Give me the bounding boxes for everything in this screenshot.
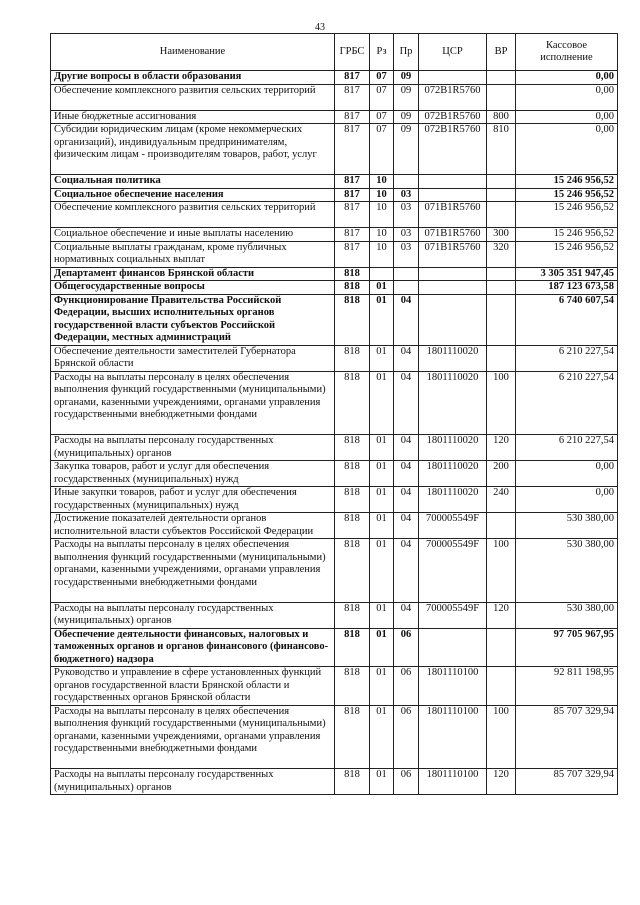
cell-grbs: 818 bbox=[335, 705, 370, 769]
cell-csr: 072B1R5760 bbox=[419, 124, 487, 175]
cell-vr: 120 bbox=[487, 435, 516, 461]
cell-rz: 10 bbox=[370, 202, 394, 228]
cell-name: Социальное обеспечение населения bbox=[51, 188, 335, 202]
cell-name: Функционирование Правительства Российской Федерации, высших исполнительных органов государственной власти субъектов Российской Федерации, местных администраций bbox=[51, 294, 335, 345]
cell-pr bbox=[394, 281, 419, 295]
cell-name: Расходы на выплаты персоналу в целях обеспечения выполнения функций государственными (муниципальными) органами, казенными учреждениями, органами управления государственными внебюджетными фондами bbox=[51, 705, 335, 769]
cell-rz: 07 bbox=[370, 71, 394, 85]
cell-name: Руководство и управление в сфере установленных функций органов государственной власти Брянской области и государственных органов Брянской области bbox=[51, 667, 335, 706]
cell-pr: 04 bbox=[394, 539, 419, 603]
cell-grbs: 818 bbox=[335, 345, 370, 371]
cell-pr: 06 bbox=[394, 705, 419, 769]
cell-amount: 530 380,00 bbox=[516, 602, 618, 628]
cell-csr bbox=[419, 175, 487, 189]
table-row bbox=[51, 371, 618, 435]
cell-csr: 071B1R5760 bbox=[419, 241, 487, 267]
cell-vr: 100 bbox=[487, 371, 516, 435]
cell-amount: 0,00 bbox=[516, 487, 618, 513]
cell-rz: 01 bbox=[370, 628, 394, 667]
cell-vr bbox=[487, 294, 516, 345]
cell-csr: 1801110020 bbox=[419, 487, 487, 513]
table-row bbox=[51, 628, 618, 667]
table-row bbox=[51, 705, 618, 769]
cell-rz: 01 bbox=[370, 487, 394, 513]
cell-vr: 240 bbox=[487, 487, 516, 513]
cell-grbs: 818 bbox=[335, 487, 370, 513]
cell-pr: 03 bbox=[394, 228, 419, 242]
cell-name: Расходы на выплаты персоналу государственных (муниципальных) органов bbox=[51, 435, 335, 461]
cell-rz: 01 bbox=[370, 667, 394, 706]
header-name: Наименование bbox=[51, 34, 335, 71]
cell-pr: 04 bbox=[394, 345, 419, 371]
table-row bbox=[51, 241, 618, 267]
cell-rz: 10 bbox=[370, 228, 394, 242]
cell-pr: 04 bbox=[394, 513, 419, 539]
cell-vr bbox=[487, 202, 516, 228]
cell-amount: 0,00 bbox=[516, 461, 618, 487]
cell-csr: 071B1R5760 bbox=[419, 202, 487, 228]
cell-name: Расходы на выплаты персоналу в целях обеспечения выполнения функций государственными (муниципальными) органами, казенными учреждениями, органами управления государственными внебюджетными фондами bbox=[51, 371, 335, 435]
cell-name: Расходы на выплаты персоналу государственных (муниципальных) органов bbox=[51, 769, 335, 795]
cell-vr bbox=[487, 345, 516, 371]
table-row bbox=[51, 435, 618, 461]
cell-rz: 10 bbox=[370, 241, 394, 267]
cell-vr: 320 bbox=[487, 241, 516, 267]
cell-grbs: 817 bbox=[335, 175, 370, 189]
table-row bbox=[51, 461, 618, 487]
cell-grbs: 818 bbox=[335, 267, 370, 281]
cell-grbs: 817 bbox=[335, 71, 370, 85]
cell-pr: 04 bbox=[394, 602, 419, 628]
cell-pr: 09 bbox=[394, 71, 419, 85]
cell-amount: 15 246 956,52 bbox=[516, 202, 618, 228]
cell-name: Общегосударственные вопросы bbox=[51, 281, 335, 295]
header-pr: Пр bbox=[394, 34, 419, 71]
cell-vr: 100 bbox=[487, 539, 516, 603]
cell-csr: 071B1R5760 bbox=[419, 228, 487, 242]
cell-vr bbox=[487, 628, 516, 667]
cell-rz: 01 bbox=[370, 602, 394, 628]
table-row bbox=[51, 175, 618, 189]
cell-csr: 700005549F bbox=[419, 513, 487, 539]
cell-name: Обеспечение комплексного развития сельских территорий bbox=[51, 84, 335, 110]
cell-rz: 01 bbox=[370, 281, 394, 295]
cell-rz: 07 bbox=[370, 124, 394, 175]
cell-vr bbox=[487, 281, 516, 295]
cell-grbs: 817 bbox=[335, 188, 370, 202]
cell-pr: 03 bbox=[394, 202, 419, 228]
cell-grbs: 818 bbox=[335, 769, 370, 795]
table-row bbox=[51, 513, 618, 539]
cell-pr: 03 bbox=[394, 241, 419, 267]
table-row bbox=[51, 71, 618, 85]
cell-name: Достижение показателей деятельности органов исполнительной власти субъектов Российской Федерации bbox=[51, 513, 335, 539]
cell-rz: 01 bbox=[370, 371, 394, 435]
cell-amount: 0,00 bbox=[516, 110, 618, 124]
cell-vr bbox=[487, 71, 516, 85]
cell-amount: 187 123 673,58 bbox=[516, 281, 618, 295]
cell-grbs: 818 bbox=[335, 513, 370, 539]
cell-rz: 01 bbox=[370, 294, 394, 345]
cell-amount: 0,00 bbox=[516, 71, 618, 85]
table-row bbox=[51, 281, 618, 295]
cell-pr: 06 bbox=[394, 667, 419, 706]
cell-amount: 530 380,00 bbox=[516, 539, 618, 603]
cell-name: Социальное обеспечение и иные выплаты населению bbox=[51, 228, 335, 242]
cell-csr: 072B1R5760 bbox=[419, 110, 487, 124]
cell-amount: 97 705 967,95 bbox=[516, 628, 618, 667]
cell-pr: 09 bbox=[394, 110, 419, 124]
cell-name: Другие вопросы в области образования bbox=[51, 71, 335, 85]
cell-pr: 04 bbox=[394, 435, 419, 461]
table-row bbox=[51, 345, 618, 371]
cell-vr bbox=[487, 513, 516, 539]
cell-amount: 92 811 198,95 bbox=[516, 667, 618, 706]
cell-vr: 300 bbox=[487, 228, 516, 242]
cell-rz: 01 bbox=[370, 769, 394, 795]
table-row bbox=[51, 202, 618, 228]
cell-csr: 1801110020 bbox=[419, 371, 487, 435]
cell-amount: 3 305 351 947,45 bbox=[516, 267, 618, 281]
cell-csr bbox=[419, 628, 487, 667]
cell-amount: 0,00 bbox=[516, 124, 618, 175]
table-row bbox=[51, 188, 618, 202]
header-grbs: ГРБС bbox=[335, 34, 370, 71]
cell-name: Расходы на выплаты персоналу в целях обеспечения выполнения функций государственными (муниципальными) органами, казенными учреждениями, органами управления государственными внебюджетными фондами bbox=[51, 539, 335, 603]
cell-vr bbox=[487, 175, 516, 189]
cell-grbs: 818 bbox=[335, 461, 370, 487]
table-row bbox=[51, 84, 618, 110]
cell-name: Обеспечение деятельности заместителей Губернатора Брянской области bbox=[51, 345, 335, 371]
cell-csr: 700005549F bbox=[419, 602, 487, 628]
cell-csr bbox=[419, 294, 487, 345]
header-csr: ЦСР bbox=[419, 34, 487, 71]
cell-vr: 100 bbox=[487, 705, 516, 769]
cell-grbs: 817 bbox=[335, 202, 370, 228]
cell-grbs: 818 bbox=[335, 435, 370, 461]
cell-vr bbox=[487, 667, 516, 706]
cell-rz: 01 bbox=[370, 513, 394, 539]
cell-amount: 85 707 329,94 bbox=[516, 769, 618, 795]
cell-vr bbox=[487, 188, 516, 202]
cell-vr: 120 bbox=[487, 769, 516, 795]
table-row bbox=[51, 124, 618, 175]
cell-pr bbox=[394, 175, 419, 189]
cell-amount: 6 740 607,54 bbox=[516, 294, 618, 345]
cell-grbs: 818 bbox=[335, 628, 370, 667]
page-number: 43 bbox=[315, 22, 325, 33]
cell-grbs: 817 bbox=[335, 110, 370, 124]
cell-csr: 700005549F bbox=[419, 539, 487, 603]
cell-amount: 15 246 956,52 bbox=[516, 241, 618, 267]
cell-amount: 6 210 227,54 bbox=[516, 371, 618, 435]
cell-grbs: 817 bbox=[335, 84, 370, 110]
cell-grbs: 817 bbox=[335, 228, 370, 242]
cell-csr: 1801110100 bbox=[419, 769, 487, 795]
cell-rz bbox=[370, 267, 394, 281]
cell-pr: 04 bbox=[394, 461, 419, 487]
table-row bbox=[51, 228, 618, 242]
cell-name: Социальная политика bbox=[51, 175, 335, 189]
cell-rz: 10 bbox=[370, 175, 394, 189]
cell-name: Социальные выплаты гражданам, кроме публичных нормативных социальных выплат bbox=[51, 241, 335, 267]
cell-csr: 072B1R5760 bbox=[419, 84, 487, 110]
cell-amount: 15 246 956,52 bbox=[516, 188, 618, 202]
cell-name: Департамент финансов Брянской области bbox=[51, 267, 335, 281]
cell-name: Субсидии юридическим лицам (кроме некоммерческих организаций), индивидуальным предпринимателям, физическим лицам - производителям товаров, работ, услуг bbox=[51, 124, 335, 175]
header-vr: ВР bbox=[487, 34, 516, 71]
cell-name: Обеспечение комплексного развития сельских территорий bbox=[51, 202, 335, 228]
cell-grbs: 817 bbox=[335, 124, 370, 175]
cell-rz: 01 bbox=[370, 435, 394, 461]
cell-pr: 04 bbox=[394, 487, 419, 513]
cell-pr: 09 bbox=[394, 84, 419, 110]
cell-csr: 1801110100 bbox=[419, 705, 487, 769]
cell-name: Иные бюджетные ассигнования bbox=[51, 110, 335, 124]
cell-pr: 03 bbox=[394, 188, 419, 202]
table-row bbox=[51, 667, 618, 706]
cell-rz: 01 bbox=[370, 461, 394, 487]
cell-csr bbox=[419, 281, 487, 295]
cell-amount: 6 210 227,54 bbox=[516, 435, 618, 461]
cell-rz: 01 bbox=[370, 345, 394, 371]
cell-vr bbox=[487, 267, 516, 281]
cell-amount: 15 246 956,52 bbox=[516, 175, 618, 189]
cell-amount: 0,00 bbox=[516, 84, 618, 110]
cell-pr: 06 bbox=[394, 628, 419, 667]
cell-rz: 07 bbox=[370, 110, 394, 124]
cell-grbs: 818 bbox=[335, 281, 370, 295]
cell-csr bbox=[419, 267, 487, 281]
cell-csr: 1801110100 bbox=[419, 667, 487, 706]
cell-name: Закупка товаров, работ и услуг для обеспечения государственных (муниципальных) нужд bbox=[51, 461, 335, 487]
cell-csr: 1801110020 bbox=[419, 461, 487, 487]
table-row bbox=[51, 294, 618, 345]
cell-amount: 15 246 956,52 bbox=[516, 228, 618, 242]
cell-amount: 530 380,00 bbox=[516, 513, 618, 539]
cell-grbs: 818 bbox=[335, 602, 370, 628]
table-row bbox=[51, 539, 618, 603]
header-rz: Рз bbox=[370, 34, 394, 71]
header-amount: Кассовое исполнение bbox=[516, 34, 618, 71]
cell-rz: 01 bbox=[370, 705, 394, 769]
cell-rz: 10 bbox=[370, 188, 394, 202]
table-row bbox=[51, 602, 618, 628]
cell-amount: 85 707 329,94 bbox=[516, 705, 618, 769]
table-row bbox=[51, 110, 618, 124]
cell-grbs: 818 bbox=[335, 371, 370, 435]
cell-pr bbox=[394, 267, 419, 281]
budget-execution-table bbox=[50, 33, 618, 795]
table-header-row bbox=[51, 34, 618, 71]
cell-pr: 04 bbox=[394, 294, 419, 345]
cell-vr: 810 bbox=[487, 124, 516, 175]
cell-pr: 06 bbox=[394, 769, 419, 795]
cell-vr: 800 bbox=[487, 110, 516, 124]
cell-name: Иные закупки товаров, работ и услуг для обеспечения государственных (муниципальных) нужд bbox=[51, 487, 335, 513]
cell-vr: 120 bbox=[487, 602, 516, 628]
cell-name: Расходы на выплаты персоналу государственных (муниципальных) органов bbox=[51, 602, 335, 628]
cell-name: Обеспечение деятельности финансовых, налоговых и таможенных органов и органов финансового (финансово-бюджетного) надзора bbox=[51, 628, 335, 667]
cell-amount: 6 210 227,54 bbox=[516, 345, 618, 371]
cell-csr bbox=[419, 71, 487, 85]
cell-csr: 1801110020 bbox=[419, 435, 487, 461]
cell-csr bbox=[419, 188, 487, 202]
cell-vr: 200 bbox=[487, 461, 516, 487]
table-row bbox=[51, 769, 618, 795]
cell-rz: 07 bbox=[370, 84, 394, 110]
cell-rz: 01 bbox=[370, 539, 394, 603]
cell-pr: 04 bbox=[394, 371, 419, 435]
table-row bbox=[51, 267, 618, 281]
cell-grbs: 818 bbox=[335, 667, 370, 706]
cell-pr: 09 bbox=[394, 124, 419, 175]
cell-vr bbox=[487, 84, 516, 110]
cell-grbs: 818 bbox=[335, 294, 370, 345]
table-row bbox=[51, 487, 618, 513]
cell-grbs: 818 bbox=[335, 539, 370, 603]
cell-csr: 1801110020 bbox=[419, 345, 487, 371]
cell-grbs: 817 bbox=[335, 241, 370, 267]
